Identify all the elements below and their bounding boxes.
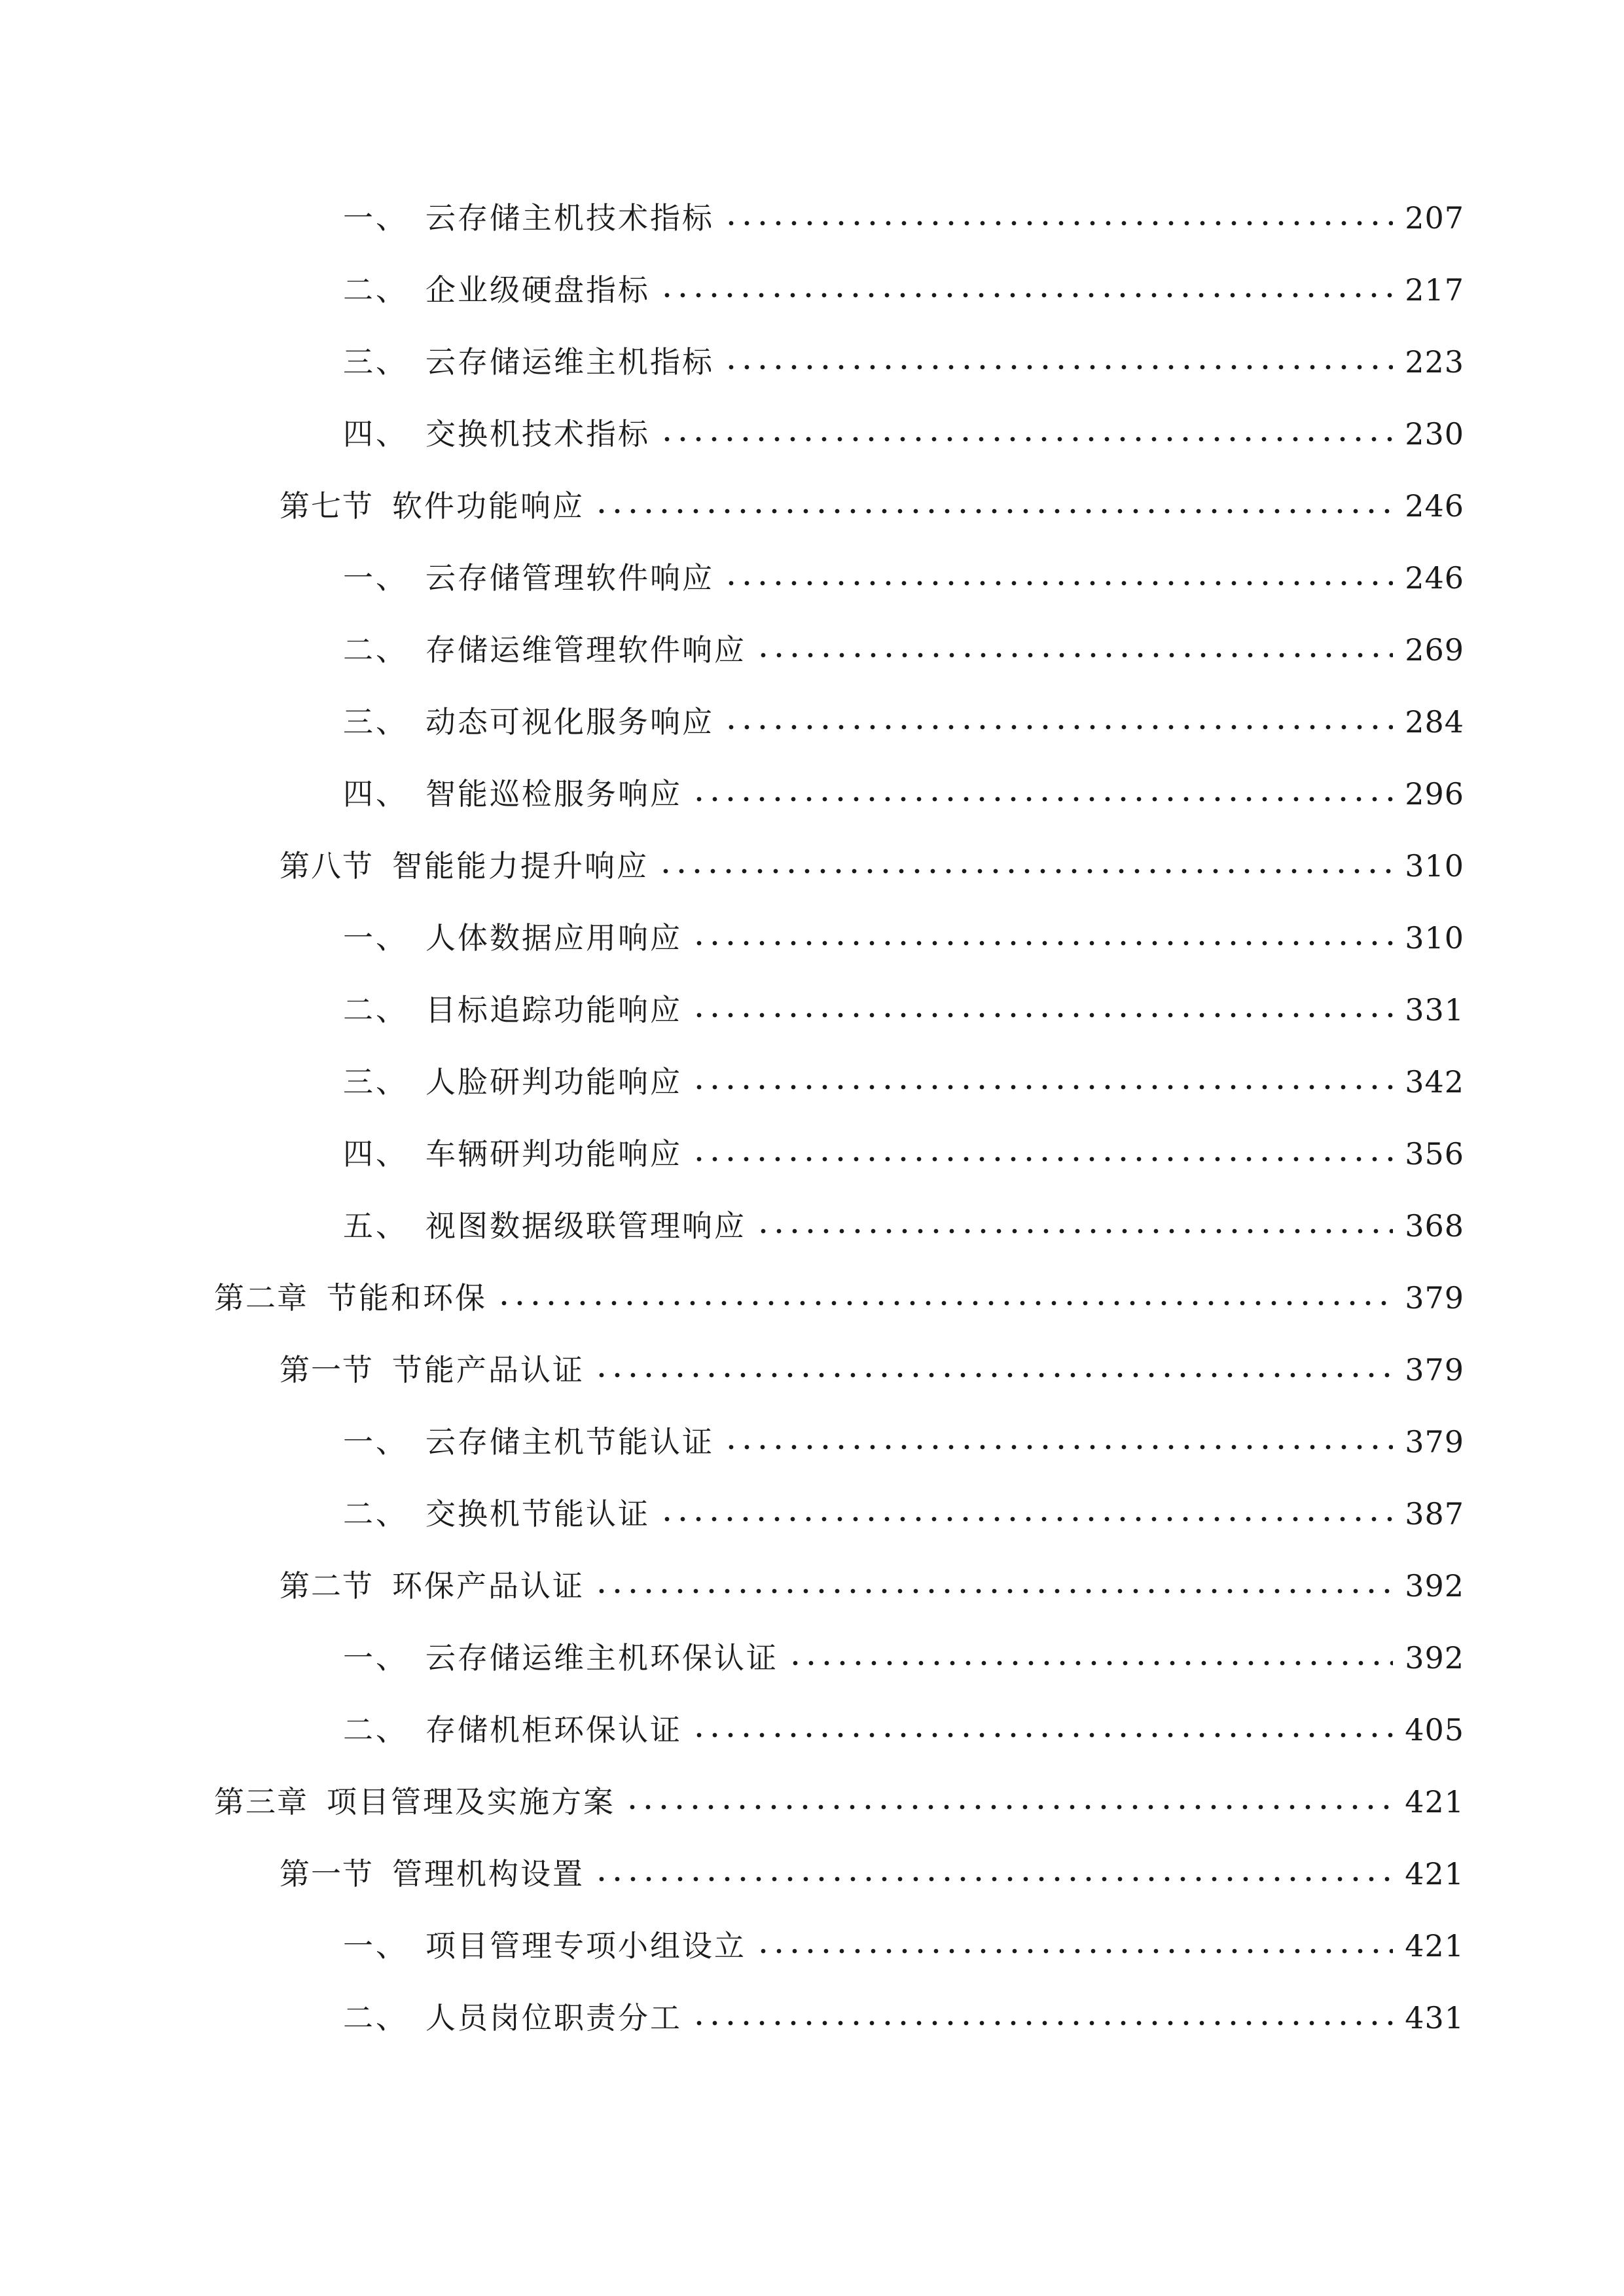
toc-entry-title: 车辆研判功能响应	[425, 1136, 682, 1172]
toc-entry-page: 405	[1405, 1712, 1464, 1748]
toc-entry-page: 310	[1405, 920, 1464, 956]
toc-entry[interactable]	[343, 696, 1464, 748]
toc-entry-title: 云存储运维主机指标	[425, 344, 714, 380]
toc-entry-number: 五、	[343, 1208, 408, 1244]
toc-entry-title: 管理机构设置	[392, 1856, 585, 1892]
dot-leader	[594, 1848, 1393, 1900]
toc-entry-number: 二、	[343, 1712, 408, 1748]
toc-entry-title: 存储机柜环保认证	[425, 1712, 682, 1748]
dot-leader	[594, 1560, 1393, 1612]
toc-entry[interactable]	[343, 1704, 1464, 1756]
dot-leader	[594, 480, 1393, 532]
toc-entry-number: 四、	[343, 776, 408, 812]
toc-entry-title: 智能能力提升响应	[392, 848, 649, 884]
toc-entry-number: 一、	[343, 1928, 408, 1964]
toc-entry-page: 392	[1405, 1640, 1464, 1676]
toc-entry-page: 342	[1405, 1064, 1464, 1100]
toc-entry-number: 二、	[343, 272, 408, 308]
toc-entry[interactable]	[343, 1200, 1464, 1252]
dot-leader	[691, 1056, 1393, 1108]
toc-entry[interactable]	[343, 1920, 1464, 1972]
toc-entry-title: 云存储主机节能认证	[425, 1424, 714, 1460]
dot-leader	[691, 984, 1393, 1036]
toc-entry[interactable]	[280, 1560, 1464, 1612]
toc-entry-title: 存储运维管理软件响应	[425, 632, 746, 668]
toc-entry-number: 第三章	[214, 1784, 308, 1820]
toc-entry-title: 节能和环保	[327, 1280, 487, 1316]
toc-entry-number: 三、	[343, 344, 408, 380]
toc-entry[interactable]	[343, 408, 1464, 460]
dot-leader	[691, 1704, 1393, 1756]
toc-entry[interactable]	[343, 192, 1464, 244]
toc-entry[interactable]	[343, 264, 1464, 316]
toc-entry-number: 二、	[343, 632, 408, 668]
toc-entry-page: 246	[1405, 488, 1464, 524]
toc-entry[interactable]	[343, 1056, 1464, 1108]
toc-entry[interactable]	[343, 768, 1464, 820]
toc-entry-title: 企业级硬盘指标	[425, 272, 650, 308]
toc-entry[interactable]	[343, 552, 1464, 604]
toc-entry-title: 人脸研判功能响应	[425, 1064, 682, 1100]
toc-entry-title: 项目管理专项小组设立	[425, 1928, 746, 1964]
toc-entry[interactable]	[280, 480, 1464, 532]
toc-entry-number: 二、	[343, 1496, 408, 1532]
toc-entry-title: 动态可视化服务响应	[425, 704, 714, 740]
toc-entry-page: 392	[1405, 1568, 1464, 1604]
toc-entry-title: 环保产品认证	[392, 1568, 585, 1604]
toc-entry-page: 310	[1405, 848, 1464, 884]
toc-entry-page: 356	[1405, 1136, 1464, 1172]
toc-entry-title: 节能产品认证	[392, 1352, 585, 1388]
toc-entry-number: 四、	[343, 1136, 408, 1172]
toc-entry-number: 第八节	[280, 848, 374, 884]
dot-leader	[691, 1992, 1393, 2044]
toc-entry-title: 软件功能响应	[392, 488, 585, 524]
toc-entry[interactable]	[343, 336, 1464, 388]
toc-entry-number: 三、	[343, 1064, 408, 1100]
toc-entry-page: 387	[1405, 1496, 1464, 1532]
toc-entry[interactable]	[214, 1272, 1464, 1324]
toc-entry-title: 人体数据应用响应	[425, 920, 682, 956]
dot-leader	[723, 192, 1393, 244]
toc-entry[interactable]	[280, 840, 1464, 892]
toc-entry-title: 云存储管理软件响应	[425, 560, 714, 596]
toc-entry-page: 246	[1405, 560, 1464, 596]
toc-entry-page: 331	[1405, 992, 1464, 1028]
dot-leader	[691, 1128, 1393, 1180]
toc-entry-number: 一、	[343, 200, 408, 236]
toc-entry-page: 431	[1405, 2000, 1464, 2036]
toc-entry[interactable]	[343, 1632, 1464, 1684]
toc-entry-page: 379	[1405, 1352, 1464, 1388]
toc-entry-title: 视图数据级联管理响应	[425, 1208, 746, 1244]
toc-entry-number: 三、	[343, 704, 408, 740]
toc-entry-title: 交换机技术指标	[425, 416, 650, 452]
dot-leader	[691, 768, 1393, 820]
toc-entry-page: 421	[1405, 1928, 1464, 1964]
toc-entry-title: 目标追踪功能响应	[425, 992, 682, 1028]
toc-entry-page: 217	[1405, 272, 1464, 308]
dot-leader	[723, 1416, 1393, 1468]
dot-leader	[755, 624, 1393, 676]
toc-entry-number: 二、	[343, 2000, 408, 2036]
toc-entry-page: 368	[1405, 1208, 1464, 1244]
toc-entry[interactable]	[214, 1776, 1464, 1828]
dot-leader	[723, 696, 1393, 748]
toc-entry[interactable]	[343, 624, 1464, 676]
dot-leader	[659, 408, 1393, 460]
dot-leader	[723, 336, 1393, 388]
toc-entry-page: 379	[1405, 1424, 1464, 1460]
toc-entry-title: 智能巡检服务响应	[425, 776, 682, 812]
toc-entry-page: 421	[1405, 1784, 1464, 1820]
dot-leader	[624, 1776, 1393, 1828]
toc-entry[interactable]	[343, 912, 1464, 964]
toc-entry-title: 云存储运维主机环保认证	[425, 1640, 778, 1676]
toc-entry-page: 379	[1405, 1280, 1464, 1316]
toc-entry-title: 交换机节能认证	[425, 1496, 650, 1532]
dot-leader	[755, 1920, 1393, 1972]
toc-entry-number: 第一节	[280, 1352, 374, 1388]
toc-entry-number: 一、	[343, 1640, 408, 1676]
dot-leader	[691, 912, 1393, 964]
toc-entry-number: 二、	[343, 992, 408, 1028]
toc-entry[interactable]	[280, 1848, 1464, 1900]
toc-entry-page: 269	[1405, 632, 1464, 668]
toc-entry-page: 223	[1405, 344, 1464, 380]
dot-leader	[496, 1272, 1393, 1324]
toc-entry-page: 296	[1405, 776, 1464, 812]
toc-entry-number: 第二节	[280, 1568, 374, 1604]
toc-entry-page: 207	[1405, 200, 1464, 236]
dot-leader	[787, 1632, 1393, 1684]
toc-entry[interactable]	[343, 1128, 1464, 1180]
toc-entry-title: 云存储主机技术指标	[425, 200, 714, 236]
toc-entry[interactable]	[343, 984, 1464, 1036]
toc-entry-number: 一、	[343, 560, 408, 596]
toc-entry[interactable]	[343, 1992, 1464, 2044]
toc-entry-title: 项目管理及实施方案	[327, 1784, 615, 1820]
toc-entry-number: 一、	[343, 920, 408, 956]
toc-entry[interactable]	[343, 1416, 1464, 1468]
toc-entry-title: 人员岗位职责分工	[425, 2000, 682, 2036]
dot-leader	[723, 552, 1393, 604]
dot-leader	[659, 264, 1393, 316]
toc-entry[interactable]	[280, 1344, 1464, 1396]
toc-entry-number: 四、	[343, 416, 408, 452]
toc-entry[interactable]	[343, 1488, 1464, 1540]
dot-leader	[594, 1344, 1393, 1396]
toc-entry-number: 第七节	[280, 488, 374, 524]
toc-entry-number: 一、	[343, 1424, 408, 1460]
dot-leader	[755, 1200, 1393, 1252]
toc-entry-page: 230	[1405, 416, 1464, 452]
toc-entry-number: 第一节	[280, 1856, 374, 1892]
toc-entry-page: 284	[1405, 704, 1464, 740]
dot-leader	[658, 840, 1393, 892]
toc-entry-page: 421	[1405, 1856, 1464, 1892]
toc-entry-number: 第二章	[214, 1280, 308, 1316]
dot-leader	[659, 1488, 1393, 1540]
